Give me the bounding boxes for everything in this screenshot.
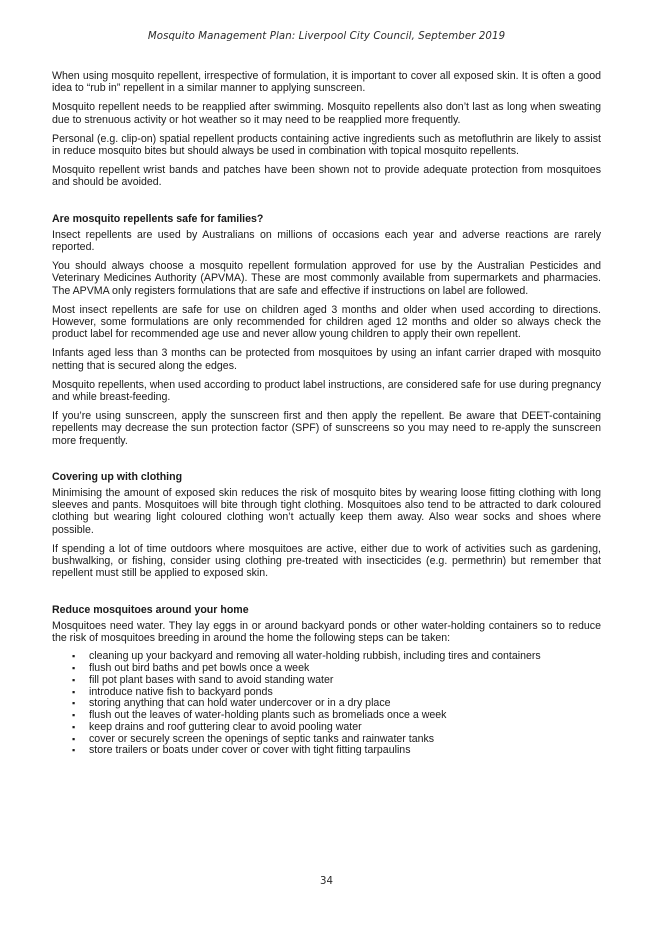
paragraph: Mosquito repellent wrist bands and patches have been shown not to provide adequate protection from mosquitoes and should be avoided. (52, 164, 601, 189)
families-section (52, 213, 601, 447)
list-item-text: keep drains and roof guttering clear to avoid pooling water (89, 720, 362, 733)
list-item-text: storing anything that can hold water undercover or in a dry place (89, 697, 391, 710)
list-item-text: store trailers or boats under cover or cover with tight fitting tarpaulins (89, 744, 411, 757)
list-item-text: fill pot plant bases with sand to avoid standing water (89, 673, 334, 686)
square-bullet-icon: ▪ (72, 686, 76, 697)
section-heading: Covering up with clothing (52, 470, 183, 483)
list-item-text: cleaning up your backyard and removing all water-holding rubbish, including tires and containers (89, 650, 541, 663)
section-spacer (52, 587, 601, 604)
paragraph: Mosquito repellents, when used according to product label instructions, are considered safe for use during pregnancy and while breast-feeding. (52, 378, 601, 404)
list-item-text: introduce native fish to backyard ponds (89, 685, 273, 698)
paragraph: If you’re using sunscreen, apply the sunscreen first and then apply the repellent. Be aware that DEET-containing repellents may decrease the sun protection factor (SPF) of sunscreens so you may need to re-apply the sunscreen more frequently. (52, 410, 601, 447)
clothing-section (52, 471, 601, 580)
square-bullet-icon: ▪ (72, 745, 76, 756)
square-bullet-icon: ▪ (72, 662, 76, 673)
repellent-application-section (52, 70, 601, 189)
paragraph: If spending a lot of time outdoors where mosquitoes are active, either due to work of activities such as gardening, bushwalking, or fishing, consider using clothing pre-treated with insecticides (e.g. permethrin) but remember that repellent must still be applied to exposed skin. (52, 542, 601, 580)
section-heading: Reduce mosquitoes around your home (52, 603, 249, 616)
paragraph: Personal (e.g. clip-on) spatial repellent products containing active ingredients such as metofluthrin are likely to assist in reduce mosquito bites but should always be used in combination with topical mosquito repellents. (52, 132, 601, 158)
page-content (52, 70, 601, 757)
list-item (74, 745, 601, 757)
home-section (52, 604, 601, 758)
list-item-text: cover or securely screen the openings of septic tanks and rainwater tanks (89, 732, 435, 745)
square-bullet-icon: ▪ (72, 651, 76, 662)
square-bullet-icon: ▪ (72, 698, 76, 709)
paragraph: You should always choose a mosquito repellent formulation approved for use by the Australian Pesticides and Veterinary Medicines Authority (APVMA). These are most commonly available from supermarkets and pharmacies. The APVMA only registers formulations that are safe and effective if instructions on label are followed. (52, 260, 601, 297)
paragraph: Infants aged less than 3 months can be protected from mosquitoes by using an infant carrier draped with mosquito netting that is secured along the edges. (52, 347, 601, 372)
square-bullet-icon: ▪ (72, 733, 76, 744)
paragraph: Insect repellents are used by Australians on millions of occasions each year and adverse reactions are rarely reported. (52, 228, 601, 254)
square-bullet-icon: ▪ (72, 721, 76, 732)
bullet-list (52, 651, 601, 757)
section-heading: Are mosquito repellents safe for families? (52, 212, 264, 225)
page-number: 34 (320, 876, 333, 887)
paragraph: Minimising the amount of exposed skin reduces the risk of mosquito bites by wearing loose fitting clothing with long sleeves and pants. Mosquitoes will bite through tight clothing. Mosquitoes also tend to be attracted to dark coloured clothing but wearing light coloured clothing won’t actually keep them away. Also wear socks and shoes where possible. (52, 487, 601, 536)
list-item-text: flush out bird baths and pet bowls once a week (89, 661, 310, 674)
paragraph: Most insect repellents are safe for use on children aged 3 months and older when used according to directions. However, some formulations are only recommended for children aged 12 months and older so always check the product label for recommended age use and never allow young children to apply their own repellent. (52, 303, 601, 341)
section-spacer (52, 196, 601, 213)
paragraph: Mosquitoes need water. They lay eggs in or around backyard ponds or other water-holding containers so to reduce the risk of mosquitoes breeding in around the home the following steps can be taken: (52, 619, 601, 644)
paragraph: When using mosquito repellent, irrespective of formulation, it is important to cover all exposed skin. It is often a good idea to “rub in” repellent in a similar manner to applying sunscreen. (52, 70, 601, 95)
square-bullet-icon: ▪ (72, 674, 76, 685)
list-item-text: flush out the leaves of water-holding plants such as bromeliads once a week (89, 709, 447, 722)
section-spacer (52, 454, 601, 471)
paragraph: Mosquito repellent needs to be reapplied after swimming. Mosquito repellents also don’t last as long when sweating due to strenuous activity or hot weather so it may need to be reapplied more frequently. (52, 101, 601, 126)
square-bullet-icon: ▪ (72, 710, 76, 721)
running-header: Mosquito Management Plan: Liverpool City Council, September 2019 (147, 31, 506, 42)
